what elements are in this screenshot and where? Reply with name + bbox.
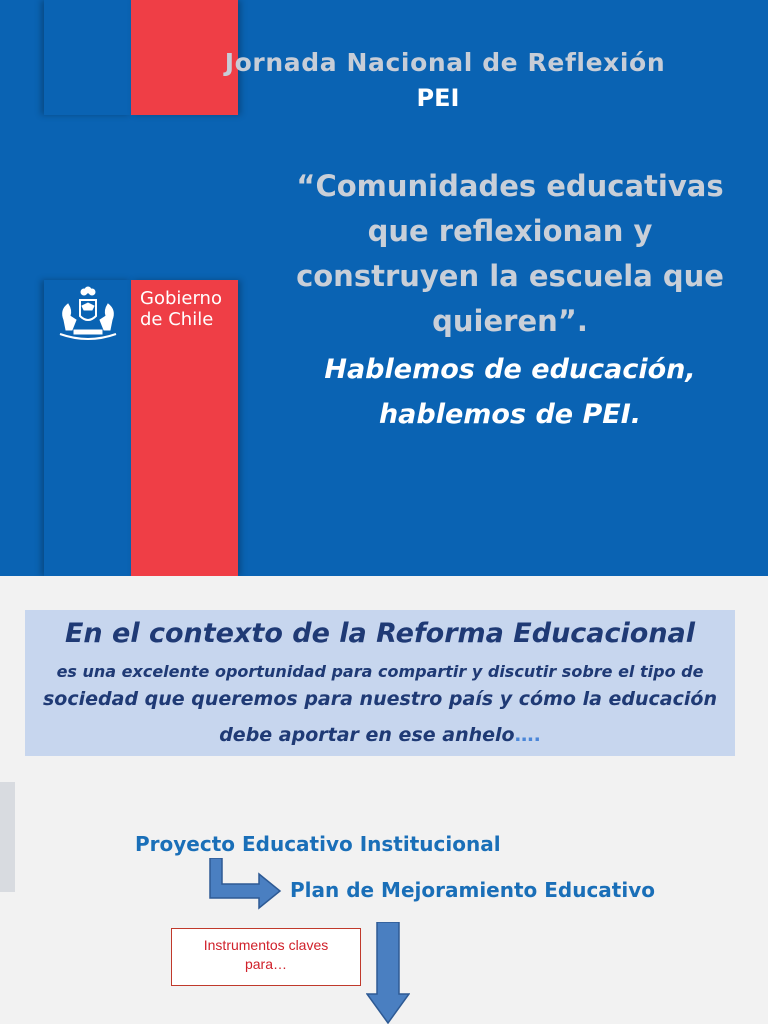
instruments-line-2: para… — [244, 956, 288, 972]
context-line-3 — [25, 724, 735, 746]
tagline-line: hablemos de PEI. — [378, 399, 642, 430]
quote-line: quieren”. — [432, 304, 588, 338]
instruments-line-1: Instrumentos claves — [203, 937, 329, 953]
context-heading: En el contexto de la Reforma Educacional — [64, 618, 696, 649]
context-line-1: es una excelente oportunidad para compartir y discutir sobre el tipo de — [56, 662, 704, 681]
context-box — [25, 610, 735, 756]
logo-line-1: Gobierno — [140, 288, 222, 309]
side-tab-decoration — [0, 782, 15, 892]
chile-coat-of-arms-icon — [50, 286, 126, 342]
slide-subtitle: PEI — [416, 84, 460, 112]
instruments-box — [171, 928, 361, 986]
context-line-3-text: debe aportar en ese anhelo — [219, 724, 515, 746]
context-line-2: sociedad que queremos para nuestro país y cómo la educación — [43, 688, 717, 710]
tagline-line: Hablemos de educación, — [324, 354, 696, 385]
pme-label: Plan de Mejoramiento Educativo — [290, 878, 655, 902]
blue-stripe-top — [44, 0, 132, 115]
context-ellipsis: …. — [514, 724, 541, 746]
quote-line: que reflexionan y — [367, 214, 653, 248]
quote-line: construyen la escuela que — [296, 259, 724, 293]
elbow-arrow-icon — [205, 858, 285, 910]
slide-2 — [0, 576, 768, 1024]
down-arrow-icon — [366, 922, 410, 1024]
pei-label: Proyecto Educativo Institucional — [135, 832, 501, 856]
quote-block — [268, 164, 752, 344]
tagline-block — [268, 347, 752, 437]
gobierno-logo-text — [140, 288, 222, 330]
slide-title: Jornada Nacional de Reflexión — [224, 48, 666, 77]
quote-line: “Comunidades educativas — [296, 169, 724, 203]
logo-line-2: de Chile — [140, 309, 214, 330]
